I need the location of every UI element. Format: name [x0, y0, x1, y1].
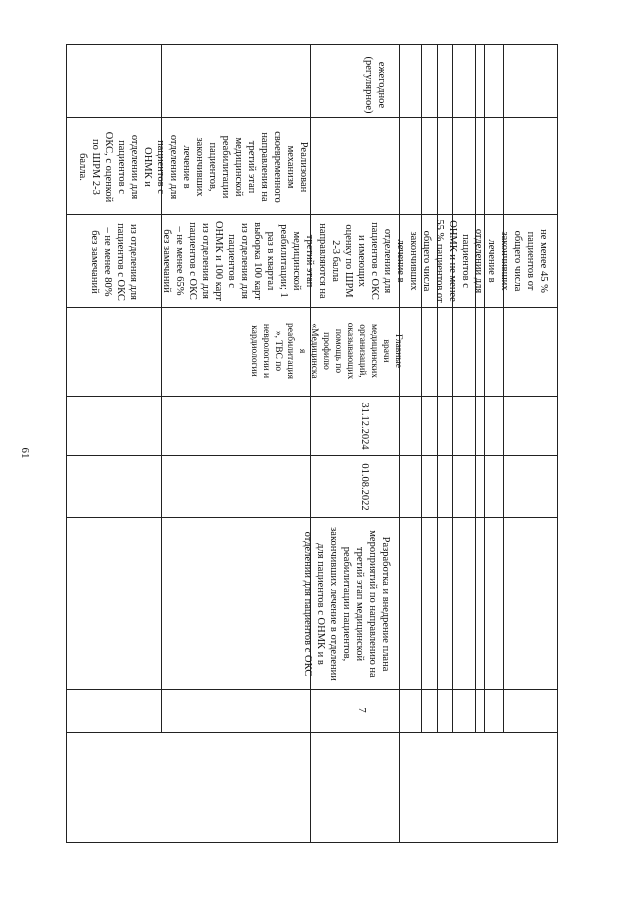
- end-date: 31.12.2024: [359, 402, 370, 450]
- row-number: 7: [356, 707, 367, 713]
- start-date: 01.08.2022: [359, 463, 370, 511]
- measure-cell: Разработка и внедрение плана мероприятий по направлению на третий этап медицинской реабилитации пациентов, закончивших лечение в отделении для пациентов с ОНМК и в отделении для пациентов с ОКС: [302, 527, 391, 681]
- frequency-line: (регулярное): [363, 56, 374, 114]
- indicator-cell: не менее 45 % пациентов от общего числа закончивших лечение в отделении для пациентов с ОНМК и не менее 55 % пациентов от общего числа закончивших лечение в отделении для пациентов с ОКС и имеющих оценку по ШРМ 2-3 балла направляются на третий этап медицинской реабилитации; 1 раз в квартал выборка 100 карт из отделения для пациентов с ОНМК и 100 карт из отделения для пациентов с ОКС – не менее 65% без замечаний: [161, 219, 549, 303]
- frequency-line: ежегодное: [376, 61, 387, 109]
- page-number: 61: [19, 447, 31, 459]
- indicator-top-cell: из отделения для пациентов с ОКС – не менее 80% без замечаний: [89, 223, 139, 301]
- result-cell: Реализован механизм своевременного направления на третий этап медицинской реабилитации пациентов, закончивших лечение в отделении для пациентов с ОНМК и отделении для пациентов с ОКС, с оценкой по ШРМ 2-3 балла.: [77, 131, 309, 203]
- frequency-cell: [336, 52, 388, 118]
- responsible-cell: Главные врачи медицинских организаций, оказывающих помощь по профилю «Медицинска я реабилитация », ТВС по неврологии и кардиологии: [249, 322, 403, 380]
